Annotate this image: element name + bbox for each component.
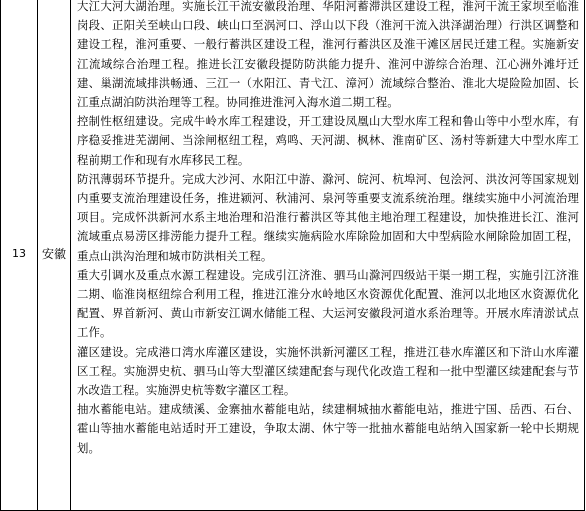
paragraph-hub-construction: 控制性枢纽建设。完成牛岭水库工程建设，开工建设凤凰山大型水库工程和鲁山等中小型水库，有序稳妥推进芜湖闸、当涂闸枢纽工程，鸡鸣、天河湖、枫林、淮南矿区、汤村等新建大中型水库工程前期工作和现有水库移民工程。	[77, 114, 579, 167]
province-name: 安徽	[41, 247, 66, 261]
paragraph-river-lake-governance: 大江大河大湖治理。实施长江干流安徽段治理、华阳河蓄滞洪区建设工程，淮河干流王家坝至临淮岗段、正阳关至峡山口段、峡山口至涡河口、浮山以下段（淮河干流入洪泽湖治理）行洪区调整和建设工程，淮河重要、一般行蓄洪区建设工程，淮河行蓄洪区及淮干滩区居民迁建工程。实施新安江流域综合治理工程。推进长江安徽段提防防洪能力提升、淮河中游综合治理、江心洲外滩圩迁建、巢湖流域排洪畅通、三江一（水阳江、青弋江、漳河）流域综合整治、淮北大堤险险加固、长江重点湖泊防洪治理等工程。协同推进淮河入海水道二期工程。	[77, 0, 579, 110]
table-row	[1, 0, 585, 511]
paragraph-flood-weak-links: 防汛薄弱环节提升。完成大沙河、水阳江中游、滁河、皖河、杭埠河、包浍河、洪汝河等国家规划内重要支流治理建设任务，推进颍河、秋浦河、泉河等重要支流系统治理。继续实施中小河流治理项目。完成怀洪新河水系主地治理和沿淮行蓄洪区等其他主地治理工程建设，加快推进长江、淮河流域重点易涝区排涝能力提升工程。继续实施病险水库除险加固和大中型病险水闸除险加固工程，重点山洪沟治理和城市防洪相关工程。	[77, 171, 579, 263]
paragraph-pumped-storage: 抽水蓄能电站。建成绩溪、金寨抽水蓄能电站，续建桐城抽水蓄能电站，推进宁国、岳西、石台、霍山等抽水蓄能电站适时开工建设，争取太湖、休宁等一批抽水蓄能电站纳入国家新一轮中长期规划。	[77, 402, 579, 455]
paragraph-water-diversion: 重大引调水及重点水源工程建设。完成引江济淮、驷马山滁河四级站干渠一期工程，实施引江济淮二期、临淮岗枢纽综合利用工程，推进江淮分水岭地区水资源优化配置、淮河以北地区水资源优化配置、界首新河、黄山市新安江调水储能工程、大运河安徽段河道水系治理等。开展水库清淤试点工作。	[77, 267, 579, 340]
row-number: 13	[12, 247, 26, 260]
content-body	[71, 0, 584, 458]
province-cell	[38, 0, 71, 511]
content-cell	[71, 0, 585, 511]
paragraph-irrigation: 灌区建设。完成港口湾水库灌区建设，实施怀洪新河灌区工程，推进江巷水库灌区和下浒山水库灌区工程。实施淠史杭、驷马山等大型灌区续建配套与现代化改造工程和一批中型灌区续建配套与节水改造工程。实施淠史杭等数字灌区工程。	[77, 344, 579, 398]
row-number-cell	[1, 0, 38, 511]
